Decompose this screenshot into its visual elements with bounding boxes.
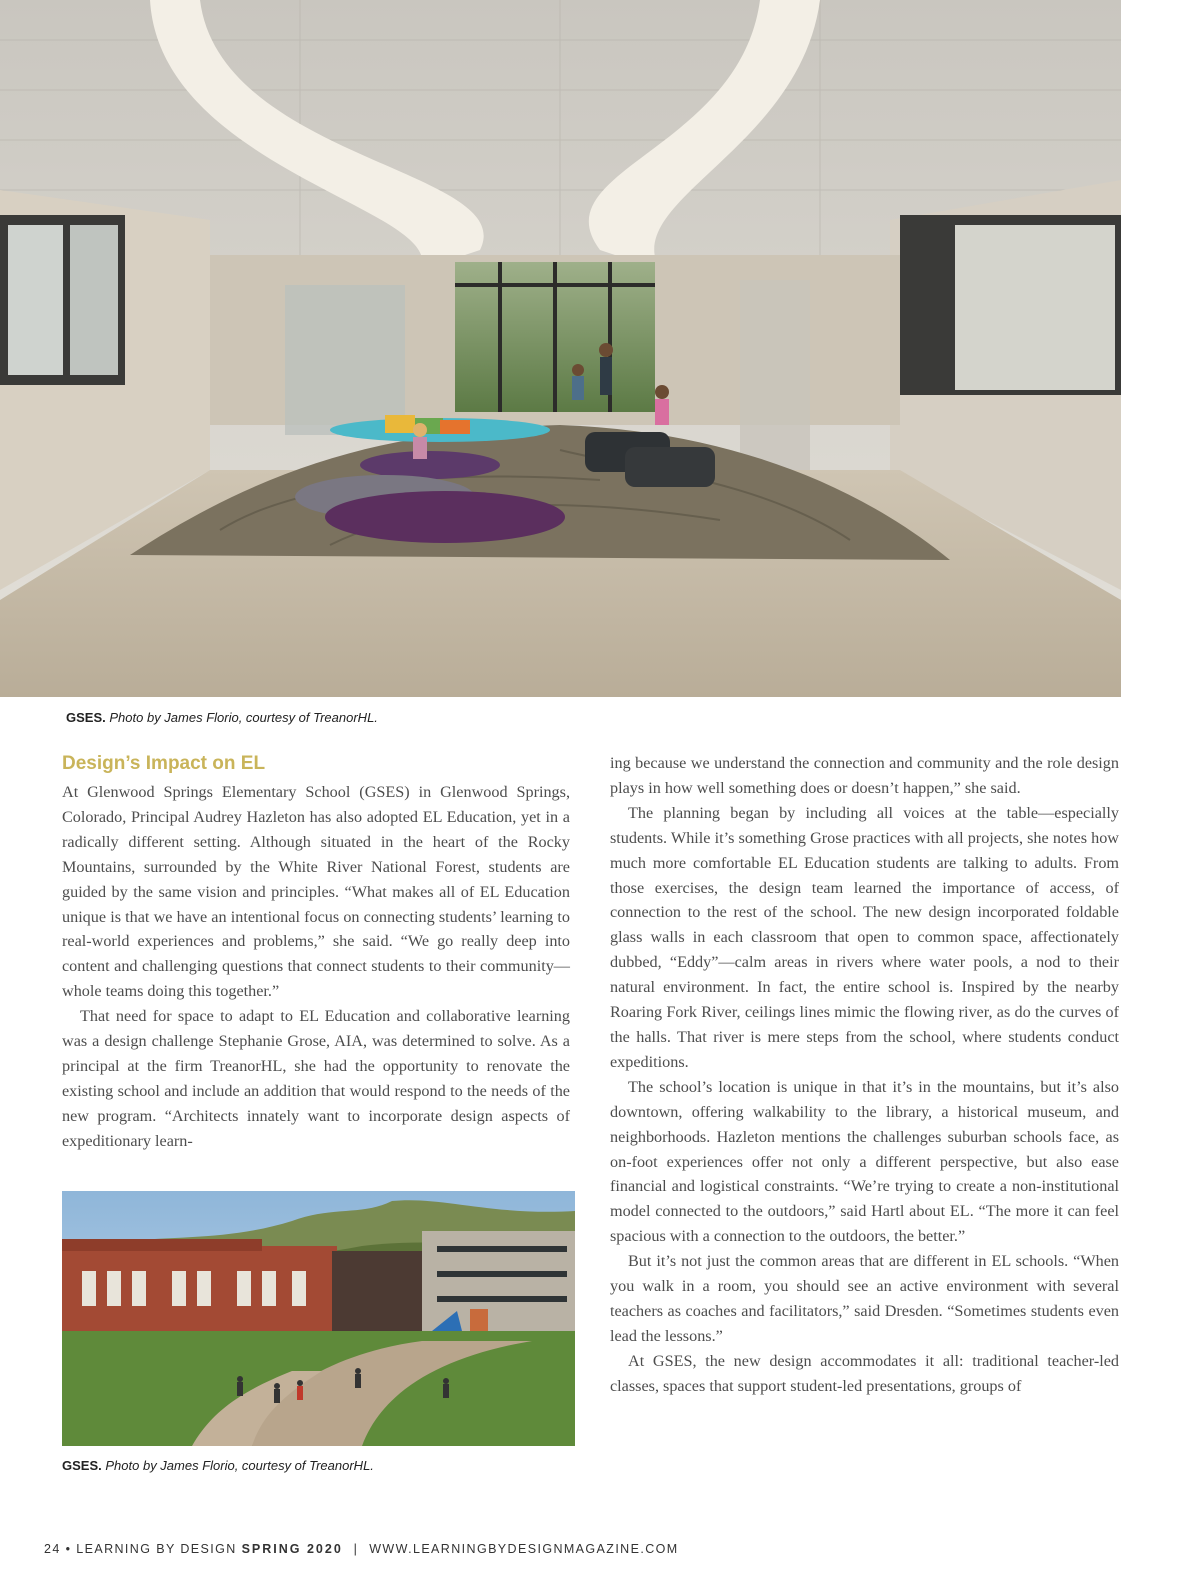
section-heading: Design’s Impact on EL bbox=[62, 753, 266, 774]
caption-credit: GSES. bbox=[62, 1458, 102, 1473]
caption-text: Photo by James Florio, courtesy of TreanorHL. bbox=[105, 1458, 374, 1473]
paragraph: At Glenwood Springs Elementary School (GSES) in Glenwood Springs, Colorado, Principal Audrey Hazleton has also adopted EL Education, yet in a radically different setting. Although situated in the heart of the Rocky Mountains, surrounded by the White River National Forest, students are guided by the same vision and principles. “What makes all of EL Education unique is that we have an intentional focus on connecting students’ learning to real-world experiences and problems,” she said. “We go really deep into content and challenging questions that connect students to their community—whole teams doing this together.” bbox=[62, 783, 570, 1001]
exterior-photo bbox=[62, 1191, 575, 1446]
school-exterior-image bbox=[62, 1191, 575, 1446]
magazine-name: LEARNING BY DESIGN bbox=[76, 1542, 237, 1556]
paragraph: ing because we understand the connection and community and the role design plays in how well something does or doesn’t happen,” she said. bbox=[610, 754, 1119, 797]
page-number: 24 bbox=[44, 1542, 61, 1556]
article-column-right bbox=[610, 751, 1119, 1399]
magazine-website: WWW.LEARNINGBYDESIGNMAGAZINE.COM bbox=[369, 1542, 679, 1556]
article-column-left bbox=[62, 780, 570, 1154]
page-footer bbox=[44, 1542, 679, 1556]
issue-season: SPRING 2020 bbox=[241, 1542, 343, 1556]
footer-separator: | bbox=[353, 1542, 359, 1556]
paragraph: But it’s not just the common areas that are different in EL schools. “When you walk in a room, you should see an active environment with several teachers as coaches and facilitators,” said Dresden. “Sometimes students even lead the lessons.” bbox=[610, 1252, 1119, 1345]
caption-text: Photo by James Florio, courtesy of TreanorHL. bbox=[109, 710, 378, 725]
footer-bullet: • bbox=[65, 1542, 72, 1556]
paragraph: The planning began by including all voices at the table—especially students. While it’s something Grose practices with all projects, she notes how much more comfortable EL Education students are talking to adults. From those exercises, the design team learned the importance of access, of connection to the rest of the school. The new design incorporated foldable glass walls in each classroom that open to common space, affectionately dubbed, “Eddy”—calm areas in rivers where water pools, a nod to their natural environment. In fact, the entire school is. Inspired by the nearby Roaring Fork River, ceilings lines mimic the flowing river, as do the curves of the halls. That river is mere steps from the school, where students conduct expeditions. bbox=[610, 803, 1119, 1071]
school-interior-image bbox=[0, 0, 1121, 697]
paragraph: That need for space to adapt to EL Education and collaborative learning was a design challenge Stephanie Grose, AIA, was determined to solve. As a principal at the firm TreanorHL, she had the opportunity to renovate the existing school and include an addition that would respond to the needs of the new program. “Architects innately want to incorporate design aspects of expeditionary learn- bbox=[62, 1007, 570, 1150]
paragraph: The school’s location is unique in that it’s in the mountains, but it’s also downtown, offering walkability to the library, a historical museum, and neighborhoods. Hazleton mentions the challenges suburban schools face, as on-foot experiences offer not only a different perspective, but also ease financial and logistical constraints. “We’re trying to create a non-institutional model connected to the outdoors,” said Hartl about EL. “The more it can feel spacious with a connection to the outdoors, the better.” bbox=[610, 1077, 1119, 1246]
paragraph: At GSES, the new design accommodates it all: traditional teacher-led classes, spaces that support student-led presentations, groups of bbox=[610, 1351, 1119, 1395]
hero-photo bbox=[0, 0, 1121, 697]
hero-photo-caption bbox=[66, 710, 378, 725]
exterior-photo-caption bbox=[62, 1458, 374, 1473]
caption-credit: GSES. bbox=[66, 710, 106, 725]
